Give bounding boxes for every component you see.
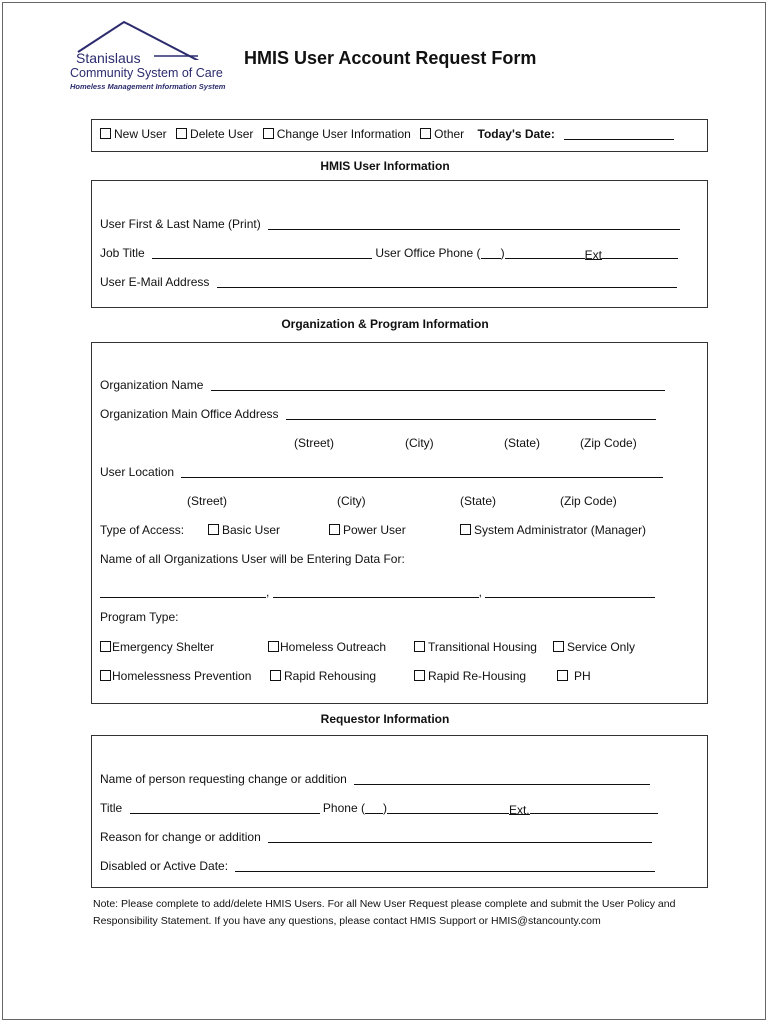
logo-name: Stanislaus: [76, 50, 141, 66]
main-office-row: [100, 407, 656, 421]
office-zip-caption: (Zip Code): [580, 436, 637, 450]
form-title: HMIS User Account Request Form: [244, 48, 537, 68]
reason-row: [100, 830, 652, 844]
orgs-entering-row: , ,: [100, 585, 655, 599]
office-phone-label: User Office Phone (: [375, 246, 481, 260]
new-user-checkbox[interactable]: New User: [100, 127, 167, 141]
email-label: User E-Mail Address: [100, 275, 210, 289]
main-office-label: Organization Main Office Address: [100, 407, 279, 421]
service-only-checkbox[interactable]: Service Only: [553, 640, 635, 654]
user-location-label: User Location: [100, 465, 175, 479]
requestor-ext-label: Ext.: [508, 803, 530, 817]
area-code-field[interactable]: [481, 247, 501, 259]
email-row: [100, 275, 677, 289]
active-date-label: Disabled or Active Date:: [100, 859, 229, 873]
program-type-label: Program Type:: [100, 610, 179, 624]
office-city-caption: (City): [405, 436, 434, 450]
delete-user-checkbox[interactable]: Delete User: [176, 127, 253, 141]
user-name-row: [100, 217, 680, 231]
emergency-shelter-checkbox[interactable]: Emergency Shelter: [100, 640, 214, 654]
type-of-access-label: Type of Access:: [100, 523, 185, 537]
rapid-rehousing-checkbox[interactable]: Rapid Rehousing: [270, 669, 376, 683]
org-name-row: [100, 378, 665, 392]
job-title-field[interactable]: [152, 247, 372, 259]
user-location-field[interactable]: [181, 466, 663, 478]
job-title-row: [100, 246, 678, 260]
stanislaus-logo: [66, 20, 266, 100]
requestor-phone-label: Phone (: [322, 801, 365, 815]
footer-note: Note: Please complete to add/delete HMIS Users. For all New User Request please complete and submit the User Policy and Responsibility Statement. If you have any questions, please contact HMIS Support or HMIS@stancounty.com: [93, 898, 676, 927]
main-office-field[interactable]: [286, 408, 656, 420]
requestor-name-label: Name of person requesting change or addition: [100, 772, 347, 786]
requestor-title-field[interactable]: [130, 802, 320, 814]
requestor-phone-field[interactable]: [387, 802, 509, 814]
request-type-row: [100, 127, 674, 141]
office-street-caption: (Street): [294, 436, 335, 450]
reason-label: Reason for change or addition: [100, 830, 261, 844]
user-info-title: HMIS User Information: [320, 159, 450, 173]
ph-checkbox[interactable]: PH: [557, 669, 591, 683]
location-street-caption: (Street): [187, 494, 228, 508]
org-entry-field-2[interactable]: [273, 586, 479, 598]
user-name-label: User First & Last Name (Print): [100, 217, 261, 231]
power-user-checkbox[interactable]: Power User: [329, 523, 406, 537]
todays-date-field[interactable]: [564, 128, 674, 140]
homeless-outreach-checkbox[interactable]: Homeless Outreach: [268, 640, 386, 654]
reason-field[interactable]: [268, 831, 652, 843]
requestor-title-row: [100, 801, 658, 815]
user-location-row: [100, 465, 663, 479]
org-name-field[interactable]: [211, 379, 665, 391]
transitional-housing-checkbox[interactable]: Transitional Housing: [414, 640, 537, 654]
active-date-row: [100, 859, 655, 873]
user-name-field[interactable]: [268, 218, 680, 230]
org-info-title: Organization & Program Information: [281, 317, 489, 331]
system-admin-checkbox[interactable]: System Administrator (Manager): [460, 523, 646, 537]
org-name-label: Organization Name: [100, 378, 204, 392]
location-state-caption: (State): [460, 494, 497, 508]
basic-user-checkbox[interactable]: Basic User: [208, 523, 280, 537]
change-user-checkbox[interactable]: Change User Information: [263, 127, 411, 141]
requestor-name-row: [100, 772, 650, 786]
org-entry-field-1[interactable]: [100, 586, 266, 598]
requestor-phone-close: ): [382, 801, 387, 815]
email-field[interactable]: [217, 276, 677, 288]
requestor-title-label: Title: [100, 801, 123, 815]
office-phone-field[interactable]: [505, 247, 585, 259]
office-phone-close: ): [500, 246, 505, 260]
requestor-area-code-field[interactable]: [365, 802, 383, 814]
office-ext-field[interactable]: [602, 247, 678, 259]
active-date-field[interactable]: [235, 860, 655, 872]
rapid-re-housing-checkbox[interactable]: Rapid Re-Housing: [414, 669, 526, 683]
homelessness-prevention-checkbox[interactable]: Homelessness Prevention: [100, 669, 251, 683]
requestor-name-field[interactable]: [354, 773, 650, 785]
other-checkbox[interactable]: Other: [420, 127, 464, 141]
org-entry-field-3[interactable]: [485, 586, 655, 598]
orgs-entering-label: Name of all Organizations User will be Entering Data For:: [100, 552, 405, 566]
location-city-caption: (City): [337, 494, 366, 508]
requestor-ext-field[interactable]: [530, 802, 658, 814]
requestor-title: Requestor Information: [320, 712, 450, 726]
todays-date-label: Today's Date:: [477, 127, 555, 141]
logo-tagline: Homeless Management Information System: [70, 82, 226, 91]
logo-subtitle: Community System of Care: [70, 66, 223, 80]
office-state-caption: (State): [504, 436, 541, 450]
office-ext-label: Ext: [584, 248, 602, 262]
job-title-label: Job Title: [100, 246, 145, 260]
location-zip-caption: (Zip Code): [560, 494, 617, 508]
